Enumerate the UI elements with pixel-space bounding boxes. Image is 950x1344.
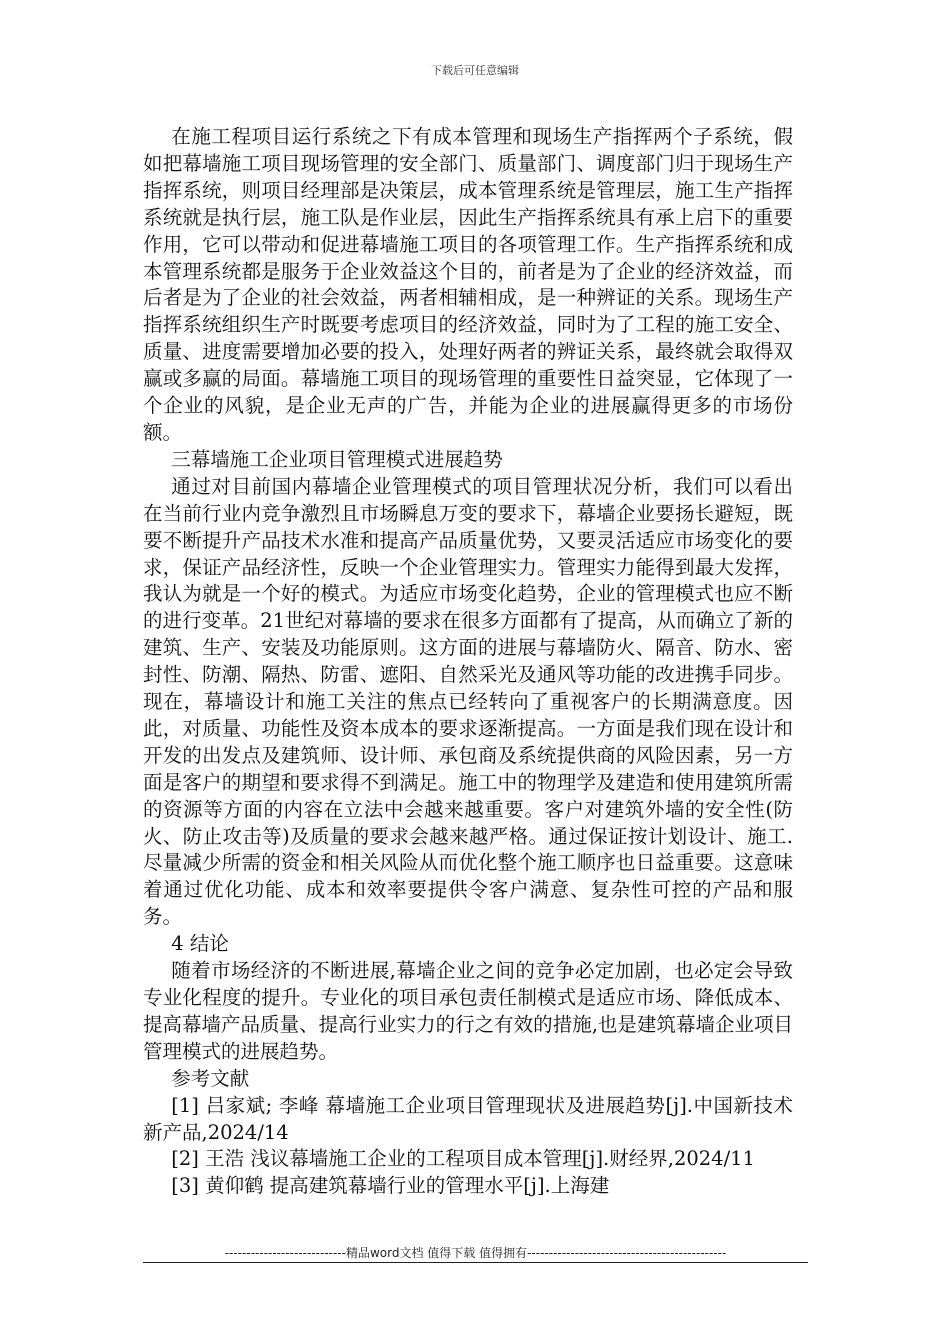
reference-item-2: [2] 王浩 浅议幕墙施工企业的工程项目成本管理[j].财经界,2024/11	[171, 1147, 755, 1171]
footer-divider	[143, 1262, 808, 1263]
page-footer: ----------------------------精品word文档 值得下载 值得拥有----------------------------------------------	[224, 1246, 727, 1260]
page-header: 下载后可任意编辑	[431, 64, 519, 77]
paragraph-conclusion: 随着市场经济的不断进展,幕墙企业之间的竞争必定加剧，也必定会导致专业化程度的提升。专业化的项目承包责任制模式是适应市场、降低成本、提高幕墙产品质量、提高行业实力的行之有效的措施,也是建筑幕墙企业项目管理模式的进展趋势。	[143, 959, 793, 1063]
paragraph-site-management: 在施工程项目运行系统之下有成本管理和现场生产指挥两个子系统，假如把幕墙施工项目现场管理的安全部门、质量部门、调度部门归于现场生产指挥系统，则项目经理部是决策层，成本管理系统是管理层，施工生产指挥系统就是执行层，施工队是作业层，因此生产指挥系统具有承上启下的重要作用，它可以带动和促进幕墙施工项目的各项管理工作。生产指挥系统和成本管理系统都是服务于企业效益这个目的，前者是为了企业的经济效益，而后者是为了企业的社会效益，两者相辅相成，是一种辨证的关系。现场生产指挥系统组织生产时既要考虑项目的经济效益，同时为了工程的施工安全、质量、进度需要增加必要的投入，处理好两者的辨证关系，最终就会取得双赢或多赢的局面。幕墙施工项目的现场管理的重要性日益突显，它体现了一个企业的风貌，是企业无声的广告，并能为企业的进展赢得更多的市场份额。	[143, 125, 793, 444]
paragraph-trend-analysis: 通过对目前国内幕墙企业管理模式的项目管理状况分析，我们可以看出在当前行业内竞争激烈且市场瞬息万变的要求下，幕墙企业要扬长避短，既要不断提升产品技术水准和提高产品质量优势，又要灵活适应市场变化的要求，保证产品经济性，反映一个企业管理实力。管理实力能得到最大发挥，我认为就是一个好的模式。为适应市场变化趋势，企业的管理模式也应不断的进行变革。21世纪对幕墙的要求在很多方面都有了提高，从而确立了新的建筑、生产、安装及功能原则。这方面的进展与幕墙防火、隔音、防水、密封性、防潮、隔热、防雷、遮阳、自然采光及通风等功能的改进携手同步。现在，幕墙设计和施工关注的焦点已经转向了重视客户的长期满意度。因此，对质量、功能性及资本成本的要求逐渐提高。一方面是我们现在设计和开发的出发点及建筑师、设计师、承包商及系统提供商的风险因素，另一方面是客户的期望和要求得不到满足。施工中的物理学及建造和使用建筑所需的资源等方面的内容在立法中会越来越重要。客户对建筑外墙的安全性(防火、防止攻击等)及质量的要求会越来越严格。通过保证按计划设计、施工.尽量减少所需的资金和相关风险从而优化整个施工顺序也日益重要。这意味着通过优化功能、成本和效率要提供令客户满意、复杂性可控的产品和服务。	[143, 474, 793, 929]
document-body	[143, 124, 793, 1200]
reference-item-1: [1] 吕家斌; 李峰 幕墙施工企业项目管理现状及进展趋势[j].中国新技术新产品,2024/14	[143, 1093, 793, 1144]
reference-item-3: [3] 黄仰鹤 提高建筑幕墙行业的管理水平[j].上海建	[171, 1174, 610, 1198]
references-heading: 参考文献	[171, 1066, 250, 1090]
section-heading-conclusion: 4 结论	[171, 932, 229, 956]
section-heading-trend: 三幕墙施工企业项目管理模式进展趋势	[171, 447, 503, 471]
